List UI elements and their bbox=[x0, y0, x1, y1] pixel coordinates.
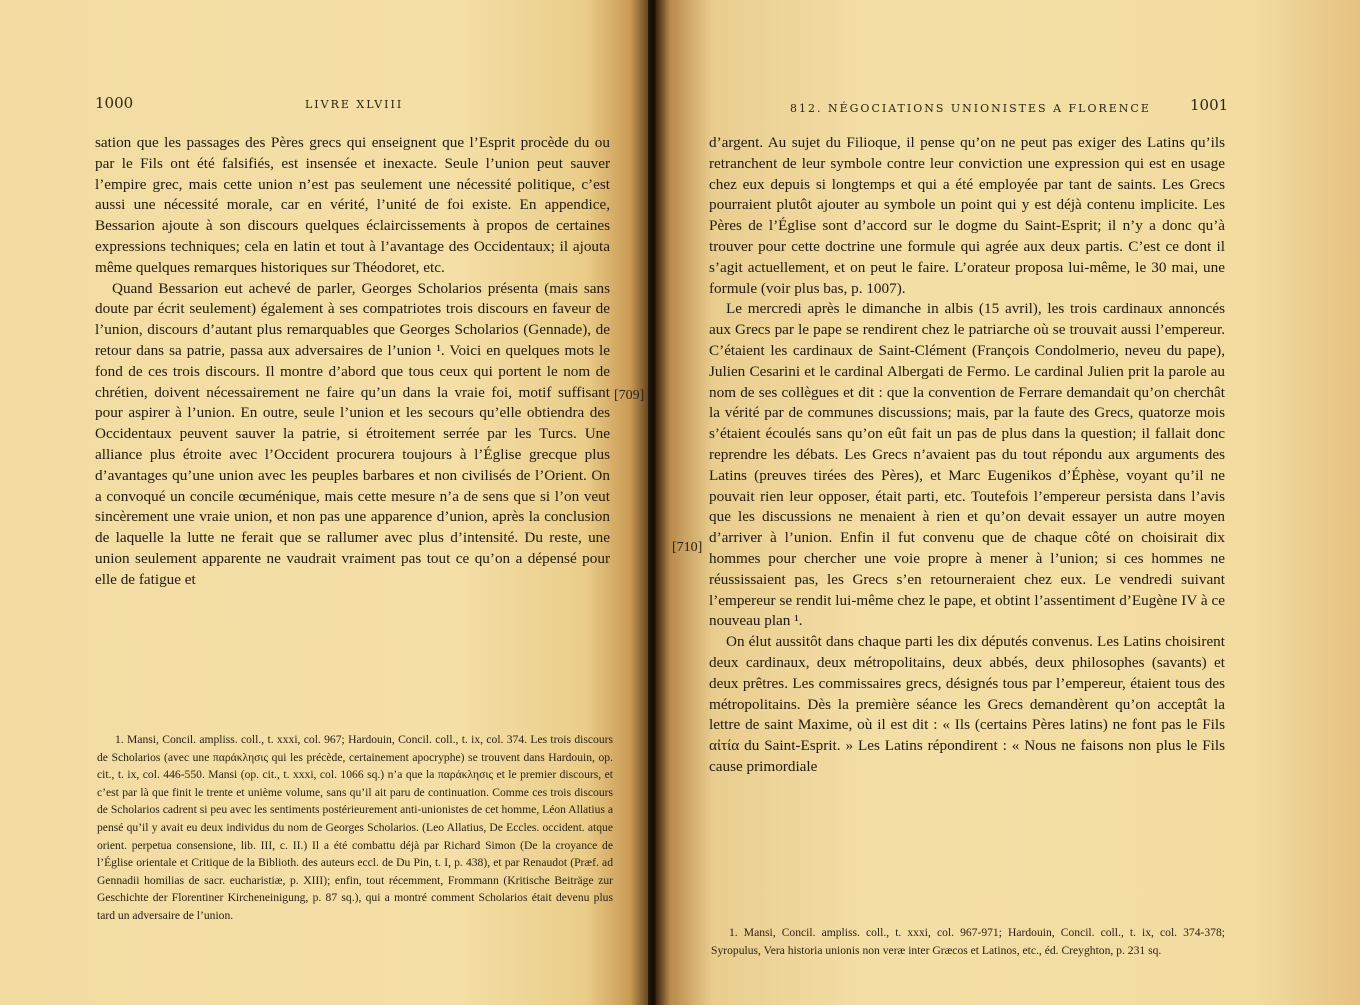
right-paragraph-3: On élut aussitôt dans chaque parti les dix députés convenus. Les Latins choisirent deux cardinaux, deux métropolitains, deux abbés, deux philosophes (savants) et deux prêtres. Les commissaires grecs, désignés tous par l’empereur, étaient tous des métropolitains. Dès la première séance les Grecs demandèrent qu’on acceptât la lettre de saint Maxime, où il est dit : « Ils (certains Pères latins) ne font pas le Fils αἰτία du Saint-Esprit. » Les Latins répondirent : « Nous ne faisons non plus le Fils cause primordiale bbox=[709, 633, 1225, 775]
right-margin-number: [710] bbox=[672, 540, 703, 555]
right-running-head: 812. NÉGOCIATIONS UNIONISTES A FLORENCE bbox=[790, 102, 1151, 115]
right-body-text bbox=[709, 133, 1225, 778]
left-paragraph-2: Quand Bessarion eut achevé de parler, Georges Scholarios présenta (mais sans doute par écrit seulement) également à ses compatriotes trois discours en faveur de l’union, discours d’autant plus remarquables que Georges Scholarios (Gennade), de retour dans sa patrie, passa aux adversaires de l’union ¹. Voici en quelques mots le fond de ces trois discours. Il montre d’abord que tous ceux qui portent le nom de chrétien, doivent nécessairement ne faire qu’un dans la vraie foi, motif suffisant pour aspirer à l’union. En outre, seule l’union et les secours qu’elle obtiendra des Occidentaux peuvent sauver la patrie, si étroitement serrée par les Turcs. Une alliance plus étroite avec l’Occident procurera toujours à l’Église grecque plus d’avantages qu’une union avec les peuples barbares et non civilisés de l’Orient. On a convoqué un concile œcuménique, mais cette mesure n’a de sens que si l’on veut sincèrement une vraie union, et non pas une apparence d’union, après la conclusion de laquelle la lutte ne ferait que se rallumer avec plus d’intensité. Du reste, une union seulement apparente ne vaudrait vraiment pas tout ce qu’on a dépensé pour elle de fatigue et bbox=[95, 279, 610, 588]
left-body-text bbox=[95, 133, 610, 591]
right-footnote bbox=[711, 924, 1225, 959]
right-page bbox=[656, 0, 1360, 1005]
left-paragraph-1: sation que les passages des Pères grecs qui enseignent que l’Esprit procède du ou par le Fils ont été falsifiés, est insensée et inexacte. Seule l’union peut sauver l’empire grec, mais cette union n’est pas seulement une nécessité politique, c’est aussi une nécessité morale, car en vérité, l’unité de foi existe. En appendice, Bessarion ajoute à son discours quelques éclaircissements à propos de certaines expressions techniques; cela en latin et tout à l’avantage des Occidentaux; il ajouta même quelques remarques historiques sur Théodoret, etc. bbox=[95, 134, 610, 276]
right-paragraph-2: Le mercredi après le dimanche in albis (15 avril), les trois cardinaux annoncés aux Grecs par le pape se rendirent chez le patriarche où se trouvait aussi l’empereur. C’étaient les cardinaux de Saint-Clément (François Condolmerio, neveu du pape), Julien Cesarini et le cardinal Albergati de Fermo. Le cardinal Julien prit la parole au nom de ses collègues et dit : que la convention de Ferrare demandait qu’on cherchât la vérité par de communes discussions; mais, par la faute des Grecs, quatorze mois s’étaient écoulés sans qu’on eût fait un pas de plus dans la question; il fallait donc reprendre les débats. Les Grecs n’avaient pas du tout répondu aux arguments des Latins (preuves tirées des Pères), et Marc Eugenikos d’Éphèse, voyant qu’il ne pouvait rien leur opposer, était parti, etc. Toutefois l’empereur persista dans l’avis que les discussions ne menaient à rien et qu’on devait essayer un autre moyen d’arriver à l’union. Enfin il fut convenu que de chaque côté on choisirait dix hommes pour chercher une voie propre à mener à l’union; si ces hommes ne réussissaient pas, les Grecs s’en retourneraient chez eux. Le vendredi suivant l’empereur se rendit lui-même chez le pape, et obtint l’assentiment d’Eugène IV à ce nouveau plan ¹. bbox=[709, 300, 1225, 630]
left-margin-number: [709] bbox=[614, 388, 645, 403]
left-page bbox=[0, 0, 650, 1005]
left-footnote bbox=[97, 731, 613, 925]
right-paragraph-1: d’argent. Au sujet du Filioque, il pense qu’on ne peut pas exiger des Latins qu’ils retranchent de leur symbole contre leur conviction une expression qui est en usage chez eux depuis si longtemps et qui a été employée par tant de saints. Les Grecs pourraient plutôt ajouter au symbole un point qui y est déjà contenu implicite. Les Pères de l’Église sont d’accord sur le dogme du Saint-Esprit; il n’y a donc qu’à trouver pour cette doctrine une formule qui agrée aux deux partis. C’est ce dont il s’agit actuellement, et on peut le faire. L’orateur proposa lui-même, le 30 mai, une formule (voir plus bas, p. 1007). bbox=[709, 134, 1225, 297]
right-page-number: 1001 bbox=[1190, 96, 1229, 114]
left-page-number: 1000 bbox=[95, 94, 134, 112]
left-running-head: LIVRE XLVIII bbox=[305, 98, 404, 111]
left-footnote-text: 1. Mansi, Concil. ampliss. coll., t. xxxi, col. 967; Hardouin, Concil. coll., t. ix, col. 374. Les trois discours de Scholarios (avec une παράκλησις qui les précède, certainement apocryphe) se trouvent dans Hardouin, op. cit., t. ix, col. 446-550. Mansi (op. cit., t. xxxi, col. 1066 sq.) n’a que la παράκλησις et le premier discours, et c’est par là que finit le trente et unième volume, sans qu’il ait paru de continuation. Comme ces trois discours de Scholarios cadrent si peu avec les sentiments postérieurement anti-unionistes de cet homme, Léon Allatius a pensé qu’il y avait eu deux individus du nom de Georges Scholarios. (Leo Allatius, De Eccles. occident. atque orient. perpetua consensione, lib. III, c. II.) Il a été combattu déjà par Richard Simon (De la croyance de l’Église orientale et Critique de la Biblioth. des auteurs eccl. de Du Pin, t. I, p. 438), et par Renaudot (Præf. ad Gennadii homilias de sacr. eucharistiæ, p. XIII); enfin, tout récemment, Frommann (Kritische Beiträge zur Geschichte der Florentiner Kircheneinigung, p. 87 sq.), qui a montré comment Scholarios était devenu plus tard un adversaire de l’union. bbox=[97, 733, 613, 922]
right-footnote-text: 1. Mansi, Concil. ampliss. coll., t. xxxi, col. 967-971; Hardouin, Concil. coll., t. ix, col. 374-378; Syropulus, Vera historia unionis non veræ inter Græcos et Latinos, etc., éd. Creyghton, p. 231 sq. bbox=[711, 926, 1225, 957]
